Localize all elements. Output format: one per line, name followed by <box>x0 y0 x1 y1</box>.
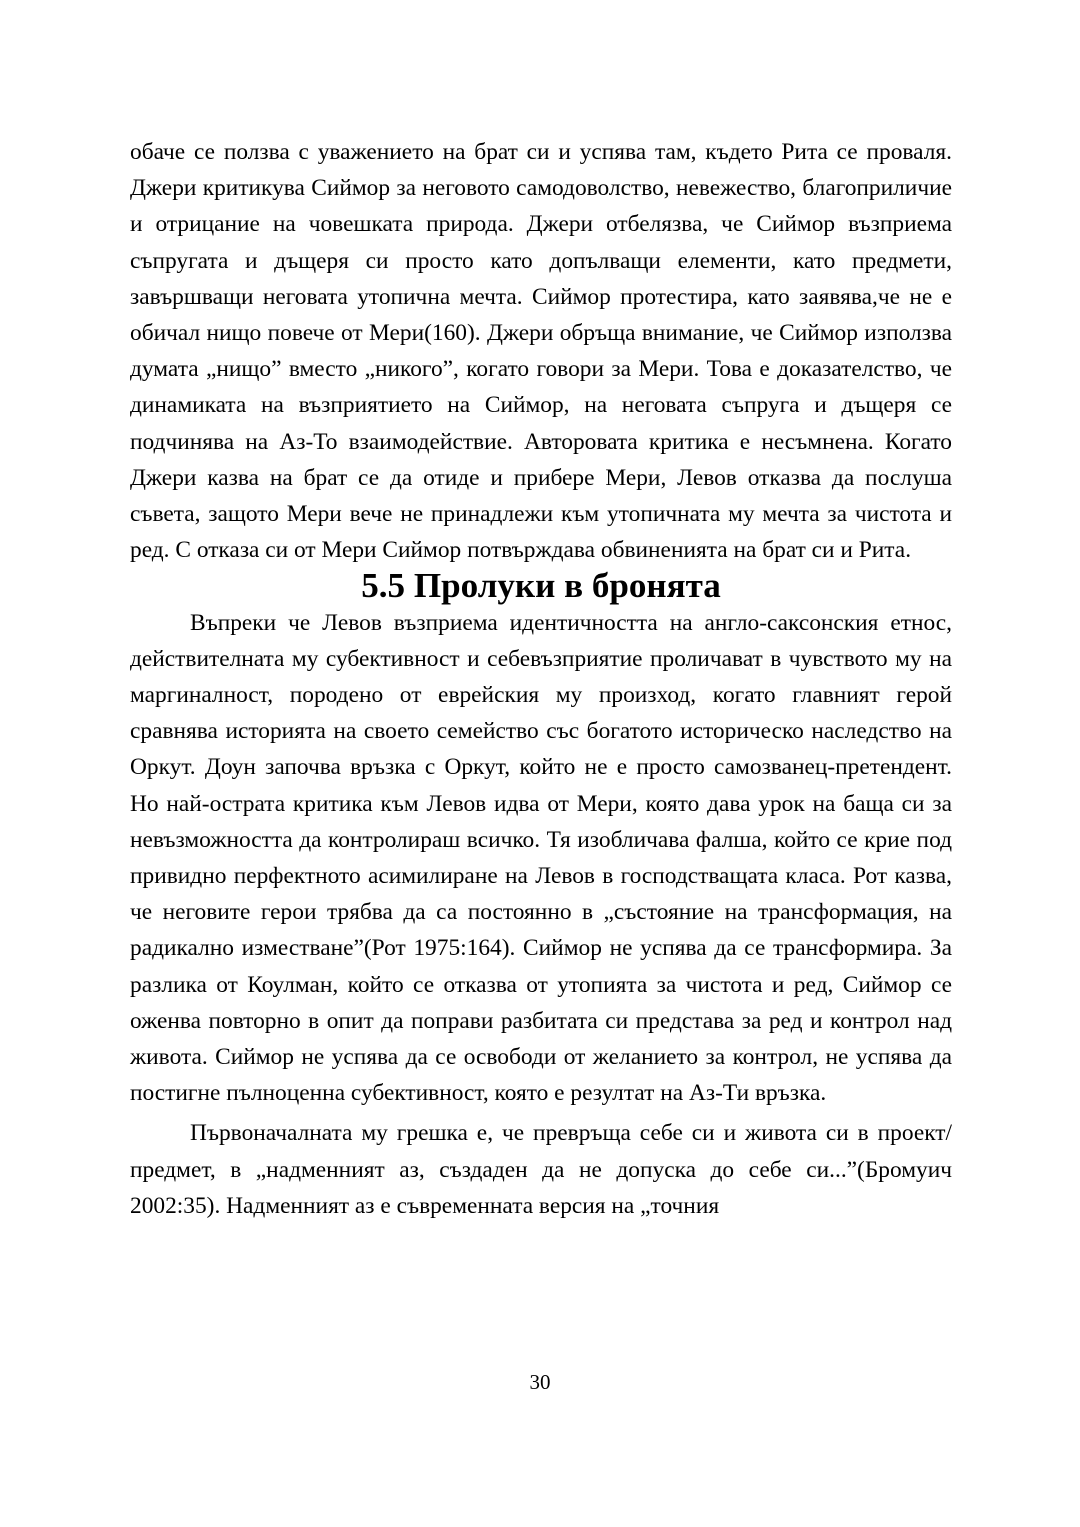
paragraph-gaps-in-armor: Въпреки че Левов възприема идентичността на англо-саксонския етнос, действителната му субективност и себевъзприятие проличават в чувството му на маргиналност, породено от еврейския му произход, когато главният герой сравнява историята на своето семейство със богатото историческо наследство на Оркут. Доун започва връзка с Оркут, който не е просто самозванец-претендент. Но най-острата критика към Левов идва от Мери, която дава урок на баща си за невъзможността да контролираш всичко. Тя изобличава фалша, който се крие под привидно перфектното асимилиране на Левов в господстващата класа. Рот казва, че неговите герои трябва да са постоянно в „състояние на трансформация, на радикално изместване”(Рот 1975:164). Сиймор не успява да се трансформира. За разлика от Коулман, който се отказва от утопията за чистота и ред, Сиймор се оженва повторно в опит да поправи разбитата си представа за ред и контрол над живота. Сиймор не успява да се освободи от желанието за контрол, не успява да постигне пълноценна субективност, която е резултат на Аз-Ти връзка. <box>130 609 952 1107</box>
paragraph-initial-mistake: Първоначалната му грешка е, че превръща себе си и живота си в проект/предмет, в „надменният аз, създаден да не допуска до себе си...”(Бромуич 2002:35). Надменният аз е съвременната версия на „точния <box>130 1120 952 1219</box>
page-number: 30 <box>529 1370 551 1394</box>
page-body <box>130 134 952 1224</box>
continuation-paragraph: обаче се ползва с уважението на брат си и успява там, където Рита се проваля. Джери критикува Сиймор за неговото самодоволство, невежество, благоприличие и отрицание на човешката природа. Джери отбелязва, че Сиймор възприема съпругата и дъщеря си просто като допълващи елементи, като предмети, завършващи неговата утопична мечта. Сиймор протестира, като заявява,че не е обичал нищо повече от Мери(160). Джери обръща внимание, че Сиймор използва думата „нищо” вместо „никого”, когато говори за Мери. Това е доказателство, че динамиката на възприятието на Сиймор, на неговата съпруга и дъщеря се подчинява на Аз-То взаимодействие. Авторовата критика е несъмнена. Когато Джери казва на брат се да отиде и прибере Мери, Левов отказва да послуша съвета, защото Мери вече не принадлежи към утопичната му мечта за чистота и ред. С отказа си от Мери Сиймор потвърждава обвиненията на брат си и Рита. <box>130 139 952 564</box>
section-heading: 5.5 Пролуки в бронята <box>361 566 721 606</box>
